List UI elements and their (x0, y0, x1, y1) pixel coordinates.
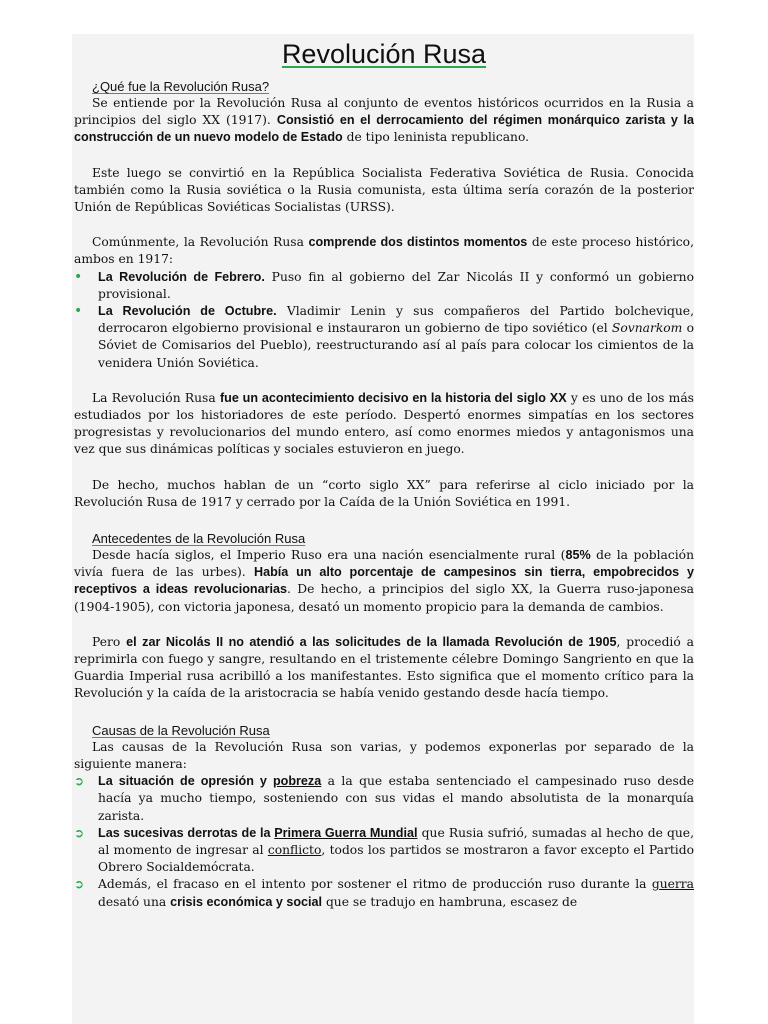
paragraph-zar: Pero el zar Nicolás II no atendió a las solicitudes de la llamada Revolución de 1905, procedió a reprimirla con fuego y sangre, resultando en el tristemente célebre Domingo Sangriento en que la Guardia Imperial rusa acribilló a los manifestantes. Esto significa que el momento crítico para la Revolución y la caída de la aristocracia se había venido gestando desde hacía tiempo. (74, 634, 694, 701)
paragraph-corto-siglo: De hecho, muchos hablan de un “corto siglo XX” para referirse al ciclo iniciado por la Revolución Rusa de 1917 y cerrado por la Caída de la Unión Soviética en 1991. (74, 477, 694, 509)
list-item: ➲ Las sucesivas derrotas de la Primera Guerra Mundial que Rusia sufrió, sumadas al hecho de que, al momento de ingresar al conflicto, todos los partidos se mostraron a favor excepto el Partido Obrero Socialdemócrata. (74, 825, 694, 875)
document-content (72, 38, 694, 911)
list-item: • La Revolución de Febrero. Puso fin al gobierno del Zar Nicolás II y conformó un gobierno provisional. (74, 268, 694, 301)
list-item: • La Revolución de Octubre. Vladimir Lenin y sus compañeros del Partido bolchevique, derrocaron elgobierno provisional e instauraron un gobierno de tipo soviético (el Sovnarkom o Sóviet de Comisarios del Pueblo), reestructurando así al país para colocar los cimientos de la venidera Unión Soviética. (74, 303, 694, 370)
paragraph-acontecimiento: La Revolución Rusa fue un acontecimiento decisivo en la historia del siglo XX y es uno de los más estudiados por los historiadores de este período. Despertó enormes simpatías en los sectores progresistas y revolucionarios del mundo entero, así como enormes miedos y antagonismos una vez que sus dinámicas políticas y sociales estuvieron en juego. (74, 390, 694, 457)
paragraph-causas-intro: Las causas de la Revolución Rusa son varias, y podemos exponerlas por separado de la siguiente manera: (74, 739, 694, 771)
paragraph-imperio: Desde hacía siglos, el Imperio Ruso era una nación esencialmente rural (85% de la población vivía fuera de las urbes). Había un alto porcentaje de campesinos sin tierra, empobrecidos y receptivos a ideas revolucionarias. De hecho, a principios del siglo XX, la Guerra ruso-japonesa (1904-1905), con victoria japonesa, desató un momento propicio para la demanda de cambios. (74, 548, 694, 614)
paragraph-momentos: Comúnmente, la Revolución Rusa comprende dos distintos momentos de este proceso histórico, ambos en 1917: (74, 235, 694, 267)
list-item: ➲ Además, el fracaso en el intento por sostener el ritmo de producción ruso durante la guerra desató una crisis económica y social que se tradujo en hambruna, escasez de (74, 877, 694, 909)
section-heading-causas: Causas de la Revolución Rusa (92, 722, 270, 738)
page-title: Revolución Rusa (281, 39, 487, 69)
causes-list (74, 773, 694, 911)
section-heading-antecedentes: Antecedentes de la Revolución Rusa (92, 531, 306, 547)
arrow-bullet-icon: ➲ (74, 774, 85, 789)
paragraph-definition: Se entiende por la Revolución Rusa al conjunto de eventos históricos ocurridos en la Rusia a principios del siglo XX (1917). Consistió en el derrocamiento del régimen monárquico zarista y la construcción de un nuevo modelo de Estado de tipo leninista republicano. (74, 96, 694, 145)
moments-list (74, 269, 694, 372)
arrow-bullet-icon: ➲ (74, 877, 85, 892)
bullet-icon: • (74, 268, 83, 285)
section-heading-que-fue: ¿Qué fue la Revolución Rusa? (92, 79, 270, 94)
arrow-bullet-icon: ➲ (74, 825, 85, 840)
document-page (72, 34, 694, 1024)
list-item: ➲ La situación de opresión y pobreza a la que estaba sentenciado el campesinado ruso desde hacía ya mucho tiempo, sosteniendo con sus vidas el mando absolutista de la monarquía zarista. (74, 774, 694, 823)
bullet-icon: • (74, 303, 83, 320)
paragraph-rsfsr: Este luego se convirtió en la República Socialista Federativa Soviética de Rusia. Conocida también como la Rusia soviética o la Rusia comunista, esta última sería corazón de la posterior Unión de Repúblicas Soviéticas Socialistas (URSS). (74, 165, 694, 215)
